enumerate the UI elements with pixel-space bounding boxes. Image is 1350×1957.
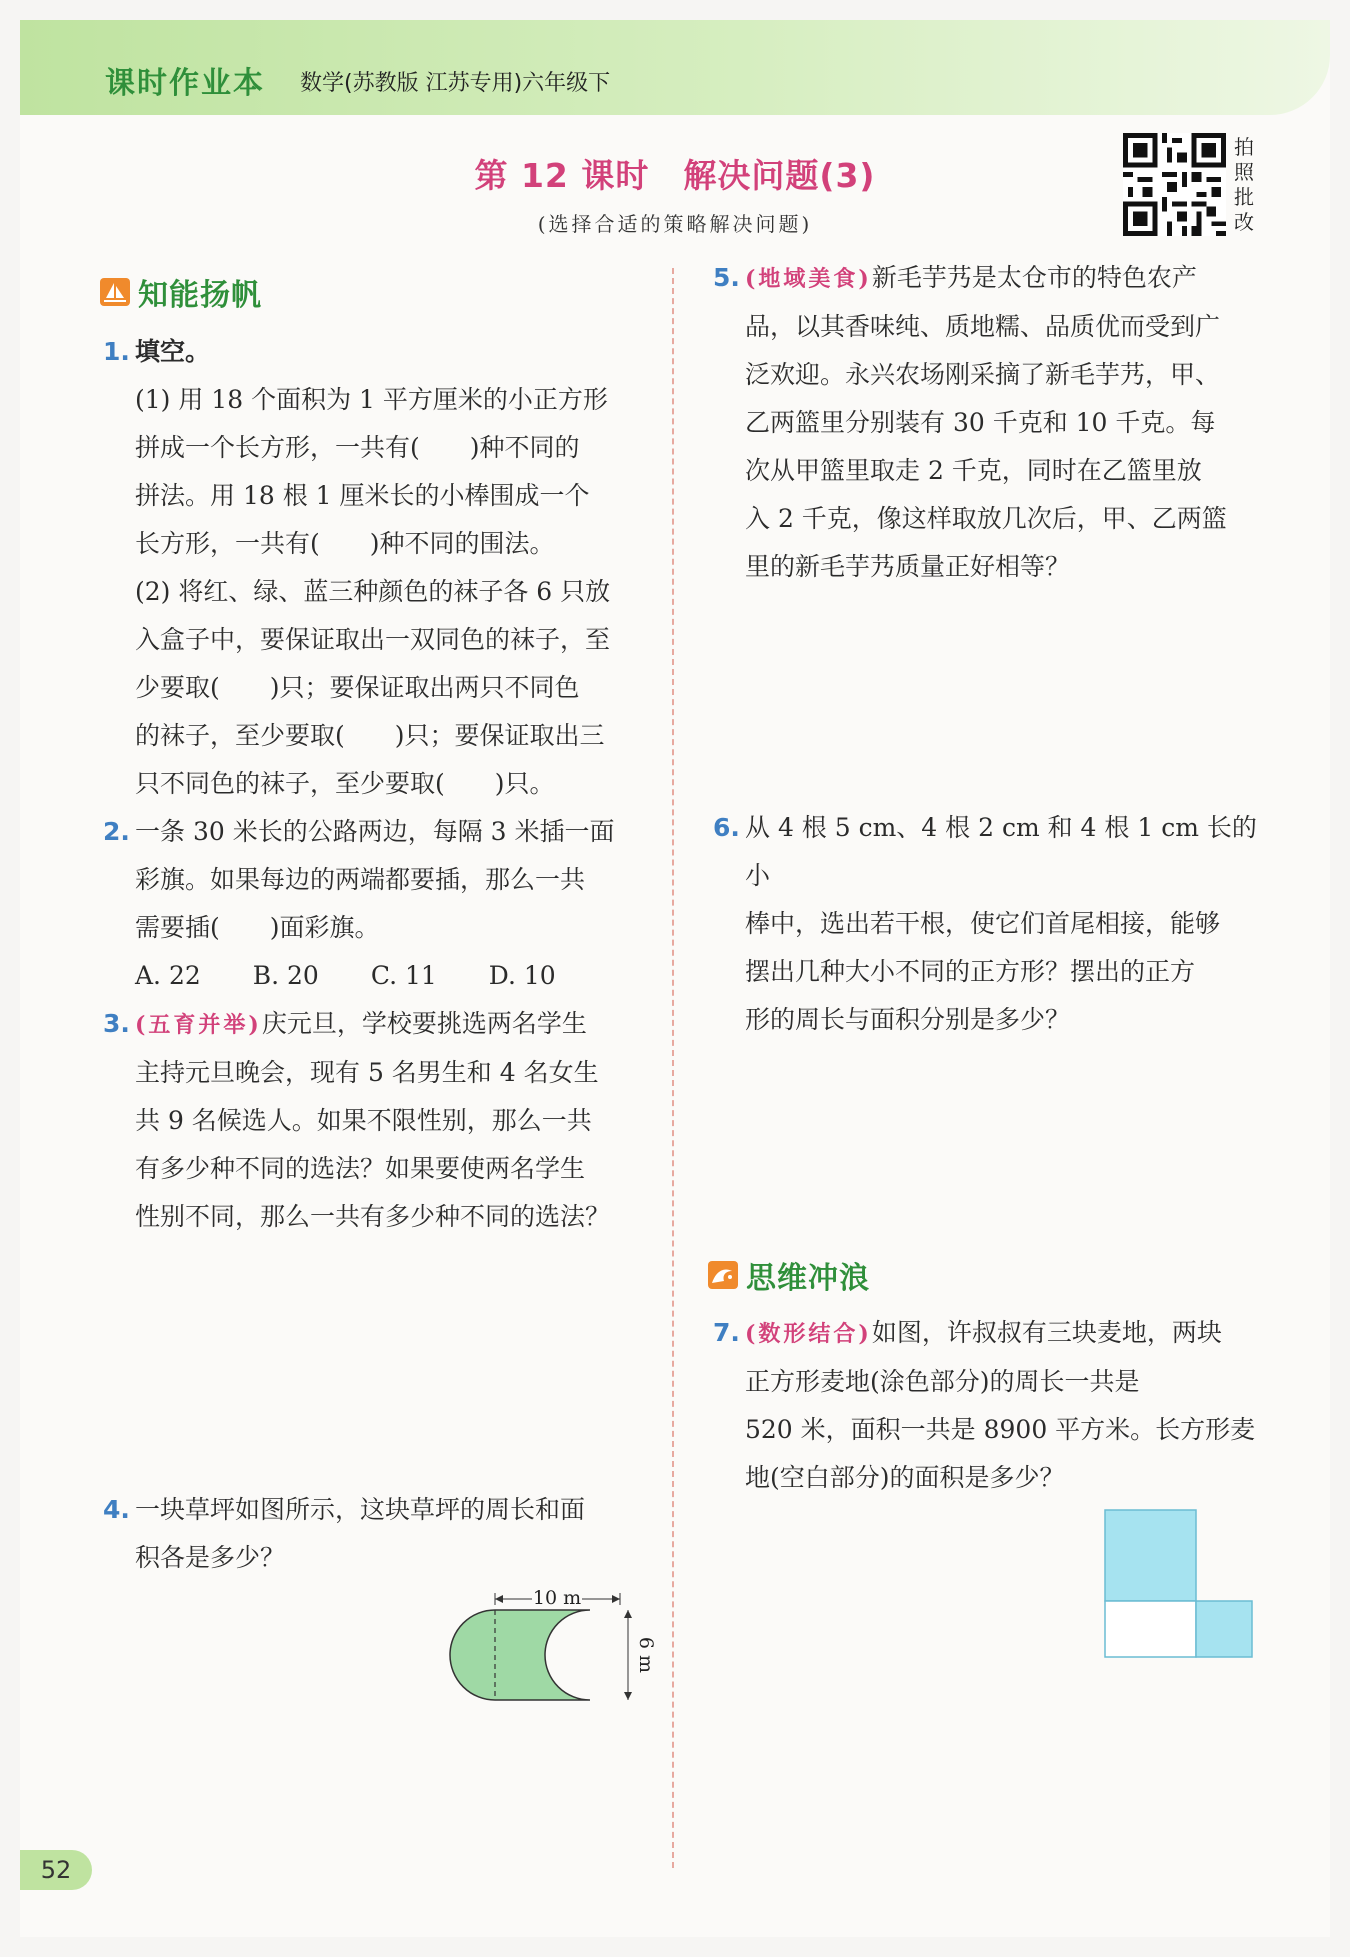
q1-line: 少要取( )只；要保证取出两只不同色 <box>135 673 580 702</box>
question-title: 填空。 <box>135 337 211 366</box>
q3-line: 有多少种不同的选法？如果要使两名学生 <box>135 1154 586 1183</box>
page-number: 52 <box>20 1850 92 1890</box>
arrow-head-icon <box>495 1595 503 1603</box>
question-number: 4. <box>103 1495 130 1524</box>
q5-line: 品，以其香味纯、质地糯、品质优而受到广 <box>745 312 1221 341</box>
q5-line: 泛欢迎。永兴农场刚采摘了新毛芋艿，甲、 <box>745 360 1221 389</box>
question-1 <box>103 328 655 808</box>
q4-line: 积各是多少？ <box>135 1543 286 1572</box>
lesson-subtitle: (选择合适的策略解决问题) <box>537 212 813 236</box>
option-c[interactable]: C. 11 <box>370 961 437 990</box>
q5-line: 里的新毛芋艿质量正好相等？ <box>745 552 1071 581</box>
figure-width-label: 6 m <box>635 1636 657 1674</box>
small-square-field <box>1196 1601 1252 1657</box>
qr-code-icon[interactable] <box>1123 133 1226 236</box>
q6-line: 形的周长与面积分别是多少？ <box>745 1005 1071 1034</box>
question-number: 2. <box>103 817 130 846</box>
option-d[interactable]: D. 10 <box>488 961 556 990</box>
question-tag: (五育并举) <box>135 1012 262 1038</box>
wave-icon <box>708 1261 738 1289</box>
q3-line: 性别不同，那么一共有多少种不同的选法？ <box>135 1202 611 1231</box>
option-b[interactable]: B. 20 <box>252 961 319 990</box>
question-4 <box>103 1486 655 1582</box>
large-square-field <box>1105 1510 1196 1601</box>
sail-icon <box>100 278 130 306</box>
lawn-shape <box>450 1610 590 1700</box>
question-3 <box>103 1000 655 1241</box>
q1-line: 的袜子，至少要取( )只；要保证取出三 <box>135 721 605 750</box>
question-number: 1. <box>103 337 130 366</box>
q2-line: 一条 30 米长的公路两边，每隔 3 米插一面 <box>135 817 615 846</box>
rectangle-field <box>1105 1601 1196 1657</box>
q3-line: 共 9 名候选人。如果不限性别，那么一共 <box>135 1106 592 1135</box>
q4-line: 一块草坪如图所示，这块草坪的周长和面 <box>135 1495 586 1524</box>
section-header-zhineng <box>100 270 262 314</box>
q7-line: 正方形麦地(涂色部分)的周长一共是 <box>745 1367 1140 1396</box>
q1-line: 长方形，一共有( )种不同的围法。 <box>135 529 555 558</box>
question-number: 5. <box>713 263 740 292</box>
question-tag: (数形结合) <box>745 1321 872 1347</box>
qr-caption: 拍照批改 <box>1234 135 1254 234</box>
q5-line: 入 2 千克，像这样取放几次后，甲、乙两篮 <box>745 504 1227 533</box>
q2-line: 彩旗。如果每边的两端都要插，那么一共 <box>135 865 586 894</box>
brand-title: 课时作业本 <box>105 66 265 101</box>
q5-line: 乙两篮里分别装有 30 千克和 10 千克。每 <box>745 408 1216 437</box>
question-tag: (地域美食) <box>745 266 872 292</box>
arrow-head-icon <box>612 1595 620 1603</box>
field-figure <box>1100 1505 1256 1661</box>
q7-line: 520 米，面积一共是 8900 平方米。长方形麦 <box>745 1415 1256 1444</box>
q1-line: (1) 用 18 个面积为 1 平方厘米的小正方形 <box>135 385 608 414</box>
question-number: 3. <box>103 1009 130 1038</box>
q2-options <box>135 952 655 1000</box>
option-a[interactable]: A. 22 <box>135 961 201 990</box>
q7-first-line: 如图，许叔叔有三块麦地，两块 <box>871 1318 1222 1347</box>
q2-line: 需要插( )面彩旗。 <box>135 913 380 942</box>
q6-line: 从 4 根 5 cm、4 根 2 cm 和 4 根 1 cm 长的小 <box>745 813 1257 890</box>
section-title: 思维冲浪 <box>746 1261 870 1296</box>
question-6 <box>713 804 1265 1044</box>
q6-line: 摆出几种大小不同的正方形？摆出的正方 <box>745 957 1196 986</box>
q5-first-line: 新毛芋艿是太仓市的特色农产 <box>871 263 1197 292</box>
lesson-title: 第 12 课时 解决问题(3) <box>474 156 876 195</box>
q5-line: 次从甲篮里取走 2 千克，同时在乙篮里放 <box>745 456 1202 485</box>
q1-line: (2) 将红、绿、蓝三种颜色的袜子各 6 只放 <box>135 577 611 606</box>
question-number: 7. <box>713 1318 740 1347</box>
q3-first-line: 庆元旦，学校要挑选两名学生 <box>261 1009 587 1038</box>
question-7 <box>713 1309 1265 1502</box>
question-number: 6. <box>713 813 740 842</box>
arrow-head-icon <box>624 1610 632 1618</box>
q7-line: 地(空白部分)的面积是多少？ <box>745 1463 1065 1492</box>
q1-line: 入盒子中，要保证取出一双同色的袜子，至 <box>135 625 611 654</box>
column-divider <box>672 268 674 1868</box>
section-title: 知能扬帆 <box>138 278 262 313</box>
section-header-siwei <box>708 1253 870 1297</box>
q1-line: 拼成一个长方形，一共有( )种不同的 <box>135 433 580 462</box>
q3-line: 主持元旦晚会，现有 5 名男生和 4 名女生 <box>135 1058 599 1087</box>
q1-line: 拼法。用 18 根 1 厘米长的小棒围成一个 <box>135 481 590 510</box>
figure-length-label: 10 m <box>532 1587 582 1609</box>
lawn-figure <box>440 1585 657 1705</box>
q6-line: 棒中，选出若干根，使它们首尾相接，能够 <box>745 909 1221 938</box>
q1-line: 只不同色的袜子，至少要取( )只。 <box>135 769 555 798</box>
subject-label: 数学(苏教版 江苏专用)六年级下 <box>300 71 611 96</box>
question-2 <box>103 808 655 1000</box>
arrow-head-icon <box>624 1692 632 1700</box>
question-5 <box>713 254 1265 591</box>
